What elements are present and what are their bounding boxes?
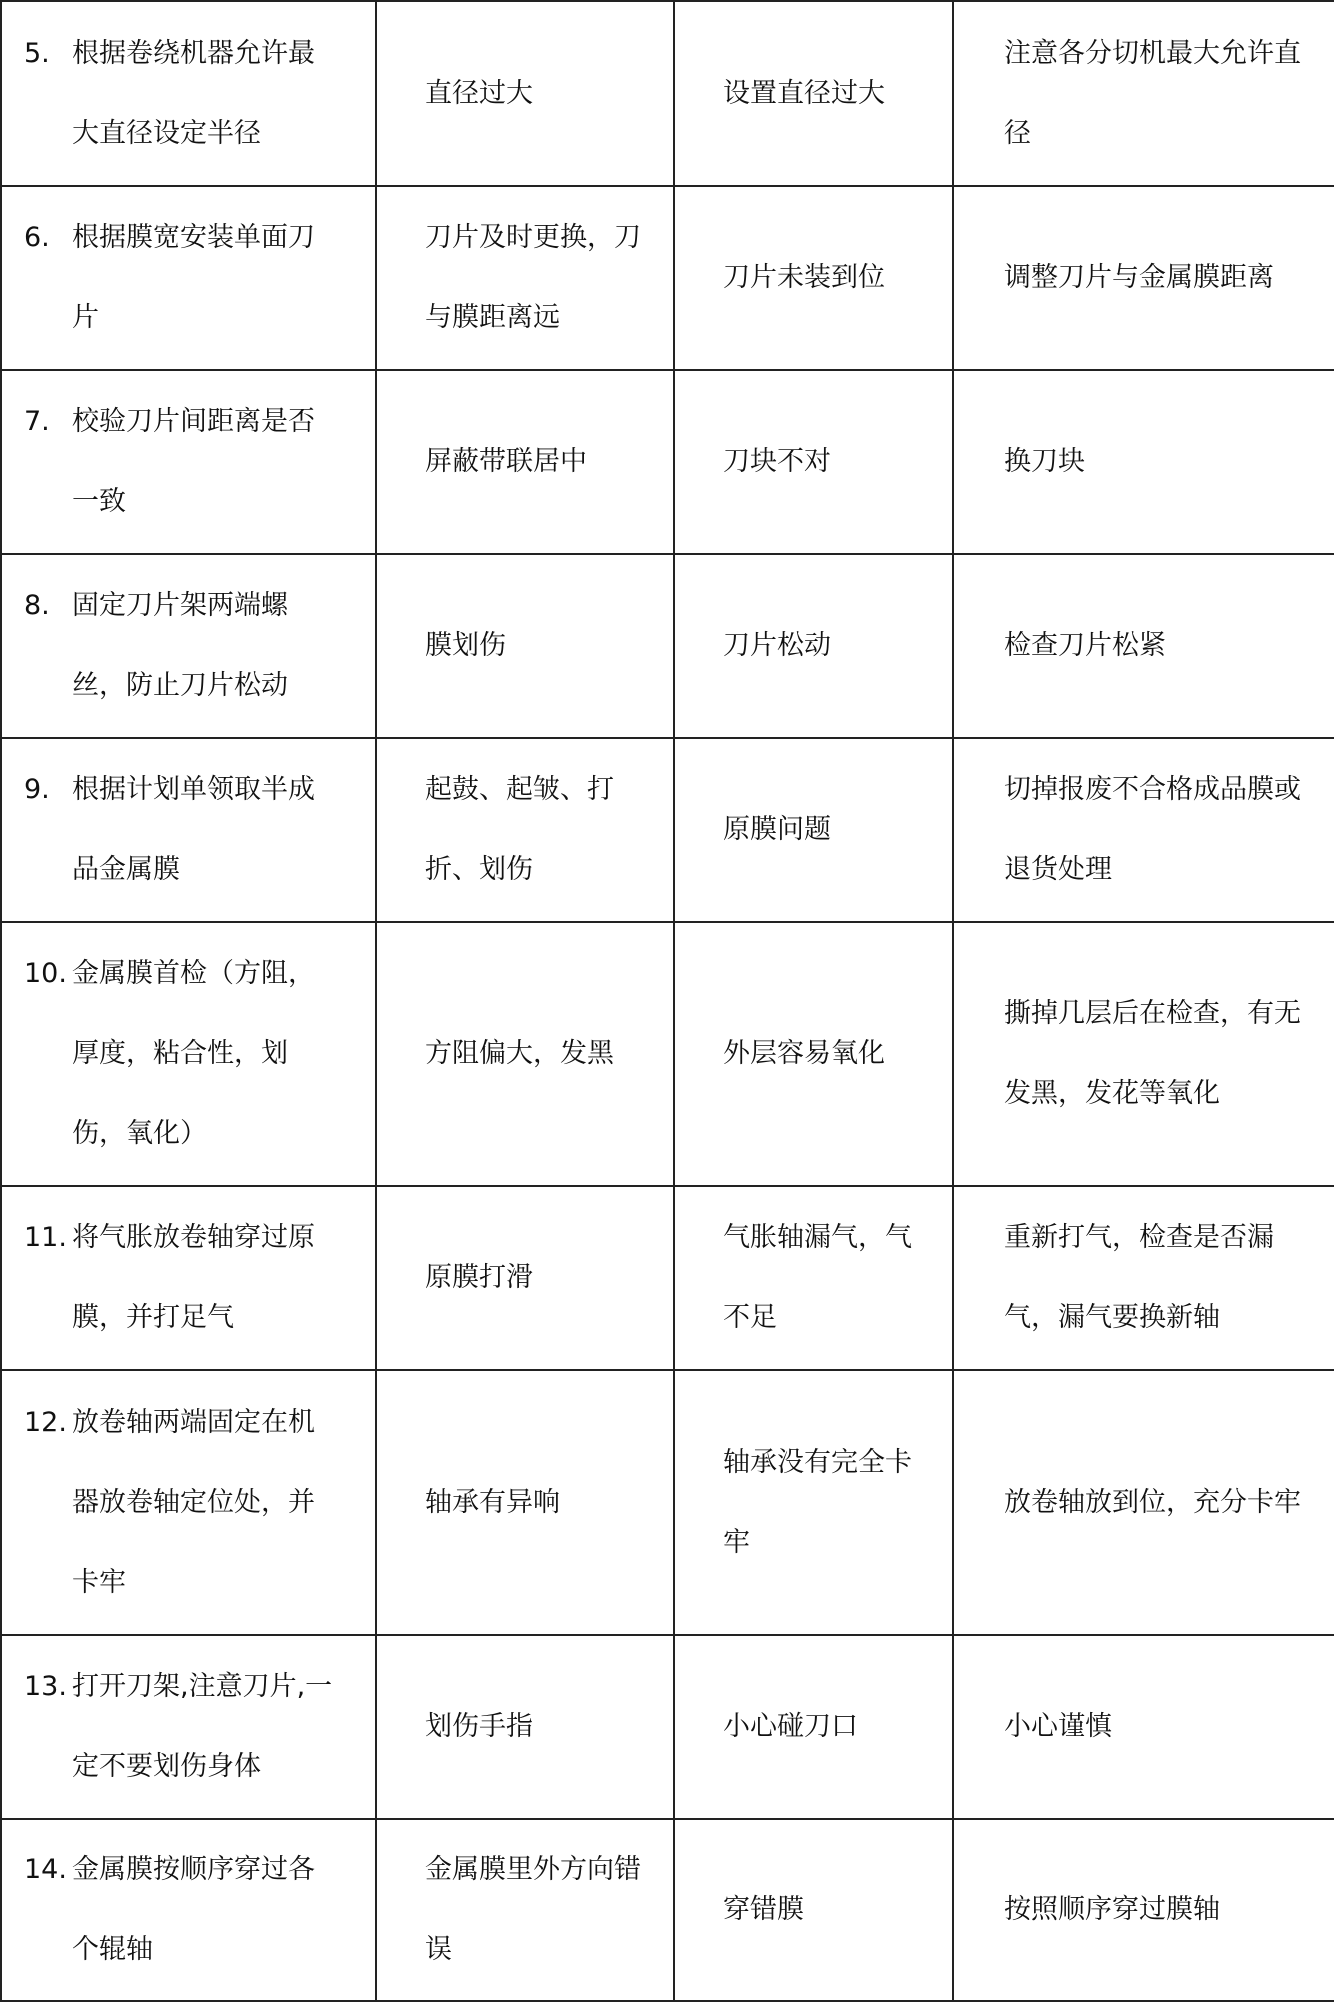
problem-cell <box>376 1635 674 1819</box>
step-text: 将气胀放卷轴穿过原膜，并打足气 <box>72 1222 315 1333</box>
step-text: 固定刀片架两端螺丝，防止刀片松动 <box>72 590 288 701</box>
solution-text: 按照顺序穿过膜轴 <box>1004 1894 1220 1925</box>
cause-text: 刀片松动 <box>723 630 831 661</box>
solution-text: 调整刀片与金属膜距离 <box>1004 262 1274 293</box>
solution-cell <box>953 1370 1334 1635</box>
solution-text: 小心谨慎 <box>1004 1711 1112 1742</box>
solution-text: 切掉报废不合格成品膜或退货处理 <box>1004 774 1301 885</box>
problem-cell <box>376 1186 674 1370</box>
solution-cell <box>953 1635 1334 1819</box>
table-row <box>1 370 1334 554</box>
problem-cell <box>376 370 674 554</box>
cause-text: 轴承没有完全卡牢 <box>723 1446 912 1558</box>
solution-text: 检查刀片松紧 <box>1004 630 1166 661</box>
table-row <box>1 1819 1334 2001</box>
step-text: 校验刀片间距离是否一致 <box>72 406 315 517</box>
step-text: 放卷轴两端固定在机器放卷轴定位处，并卡牢 <box>72 1406 315 1598</box>
step-number: 8. <box>24 590 50 621</box>
step-cell <box>1 1635 376 1819</box>
problem-cell <box>376 1 674 186</box>
cause-text: 小心碰刀口 <box>723 1711 858 1742</box>
step-cell <box>1 1370 376 1635</box>
step-cell <box>1 1186 376 1370</box>
problem-text: 刀片及时更换，刀与膜距离远 <box>425 222 641 333</box>
solution-text: 换刀块 <box>1004 446 1085 477</box>
table-row <box>1 922 1334 1186</box>
step-number: 13. <box>24 1671 67 1702</box>
solution-cell <box>953 370 1334 554</box>
cause-cell <box>674 1370 953 1635</box>
problem-text: 起鼓、起皱、打折、划伤 <box>425 774 614 885</box>
solution-cell <box>953 186 1334 370</box>
step-text: 金属膜首检（方阻，厚度，粘合性，划伤，氧化） <box>72 958 315 1149</box>
step-number: 11. <box>24 1222 67 1253</box>
step-cell <box>1 738 376 922</box>
problem-cell <box>376 1370 674 1635</box>
step-number: 6. <box>24 222 50 253</box>
step-text: 根据计划单领取半成品金属膜 <box>72 774 315 885</box>
step-text: 金属膜按顺序穿过各个辊轴 <box>72 1854 315 1965</box>
table-row <box>1 554 1334 738</box>
problem-cell <box>376 554 674 738</box>
problem-text: 直径过大 <box>425 77 533 109</box>
problem-text: 屏蔽带联居中 <box>425 446 587 477</box>
step-number: 5. <box>24 37 50 69</box>
cause-text: 原膜问题 <box>723 814 831 845</box>
cause-cell <box>674 1186 953 1370</box>
problem-cell <box>376 738 674 922</box>
step-cell <box>1 186 376 370</box>
step-cell <box>1 1819 376 2001</box>
problem-text: 划伤手指 <box>425 1711 533 1742</box>
step-cell <box>1 922 376 1186</box>
solution-cell <box>953 554 1334 738</box>
cause-text: 刀片未装到位 <box>723 262 885 293</box>
cause-text: 设置直径过大 <box>723 77 885 109</box>
cause-text: 刀块不对 <box>723 446 831 477</box>
table-row <box>1 1370 1334 1635</box>
cause-cell <box>674 738 953 922</box>
step-number: 7. <box>24 406 50 437</box>
solution-text: 注意各分切机最大允许直径 <box>1004 37 1301 149</box>
step-number: 10. <box>24 958 67 989</box>
problem-cell <box>376 186 674 370</box>
step-text: 根据膜宽安装单面刀片 <box>72 222 315 333</box>
problem-text: 原膜打滑 <box>425 1262 533 1293</box>
table-row <box>1 1186 1334 1370</box>
step-text: 打开刀架,注意刀片,一定不要划伤身体 <box>72 1671 333 1782</box>
solution-cell <box>953 922 1334 1186</box>
solution-text: 放卷轴放到位，充分卡牢 <box>1004 1486 1301 1518</box>
cause-cell <box>674 1635 953 1819</box>
solution-cell <box>953 1186 1334 1370</box>
step-number: 14. <box>24 1854 67 1885</box>
step-text: 根据卷绕机器允许最大直径设定半径 <box>72 37 315 149</box>
cause-text: 外层容易氧化 <box>723 1038 885 1069</box>
problem-text: 金属膜里外方向错误 <box>425 1854 641 1965</box>
problem-text: 轴承有异响 <box>425 1486 560 1518</box>
cause-text: 穿错膜 <box>723 1894 804 1925</box>
table-row <box>1 186 1334 370</box>
cause-cell <box>674 186 953 370</box>
step-cell <box>1 554 376 738</box>
problem-text: 膜划伤 <box>425 630 506 661</box>
table-row <box>1 1635 1334 1819</box>
cause-cell <box>674 554 953 738</box>
step-number: 9. <box>24 774 50 805</box>
cause-cell <box>674 1819 953 2001</box>
step-cell <box>1 1 376 186</box>
solution-cell <box>953 1819 1334 2001</box>
solution-cell <box>953 1 1334 186</box>
solution-text: 重新打气，检查是否漏气，漏气要换新轴 <box>1004 1222 1274 1333</box>
problem-text: 方阻偏大，发黑 <box>425 1038 614 1069</box>
problem-cell <box>376 922 674 1186</box>
cause-cell <box>674 370 953 554</box>
table-row <box>1 1 1334 186</box>
problem-cell <box>376 1819 674 2001</box>
table-row <box>1 738 1334 922</box>
step-number: 12. <box>24 1406 67 1438</box>
step-cell <box>1 370 376 554</box>
cause-cell <box>674 922 953 1186</box>
solution-text: 撕掉几层后在检查，有无发黑，发花等氧化 <box>1004 998 1301 1109</box>
cause-text: 气胀轴漏气，气不足 <box>723 1222 912 1333</box>
cause-cell <box>674 1 953 186</box>
solution-cell <box>953 738 1334 922</box>
